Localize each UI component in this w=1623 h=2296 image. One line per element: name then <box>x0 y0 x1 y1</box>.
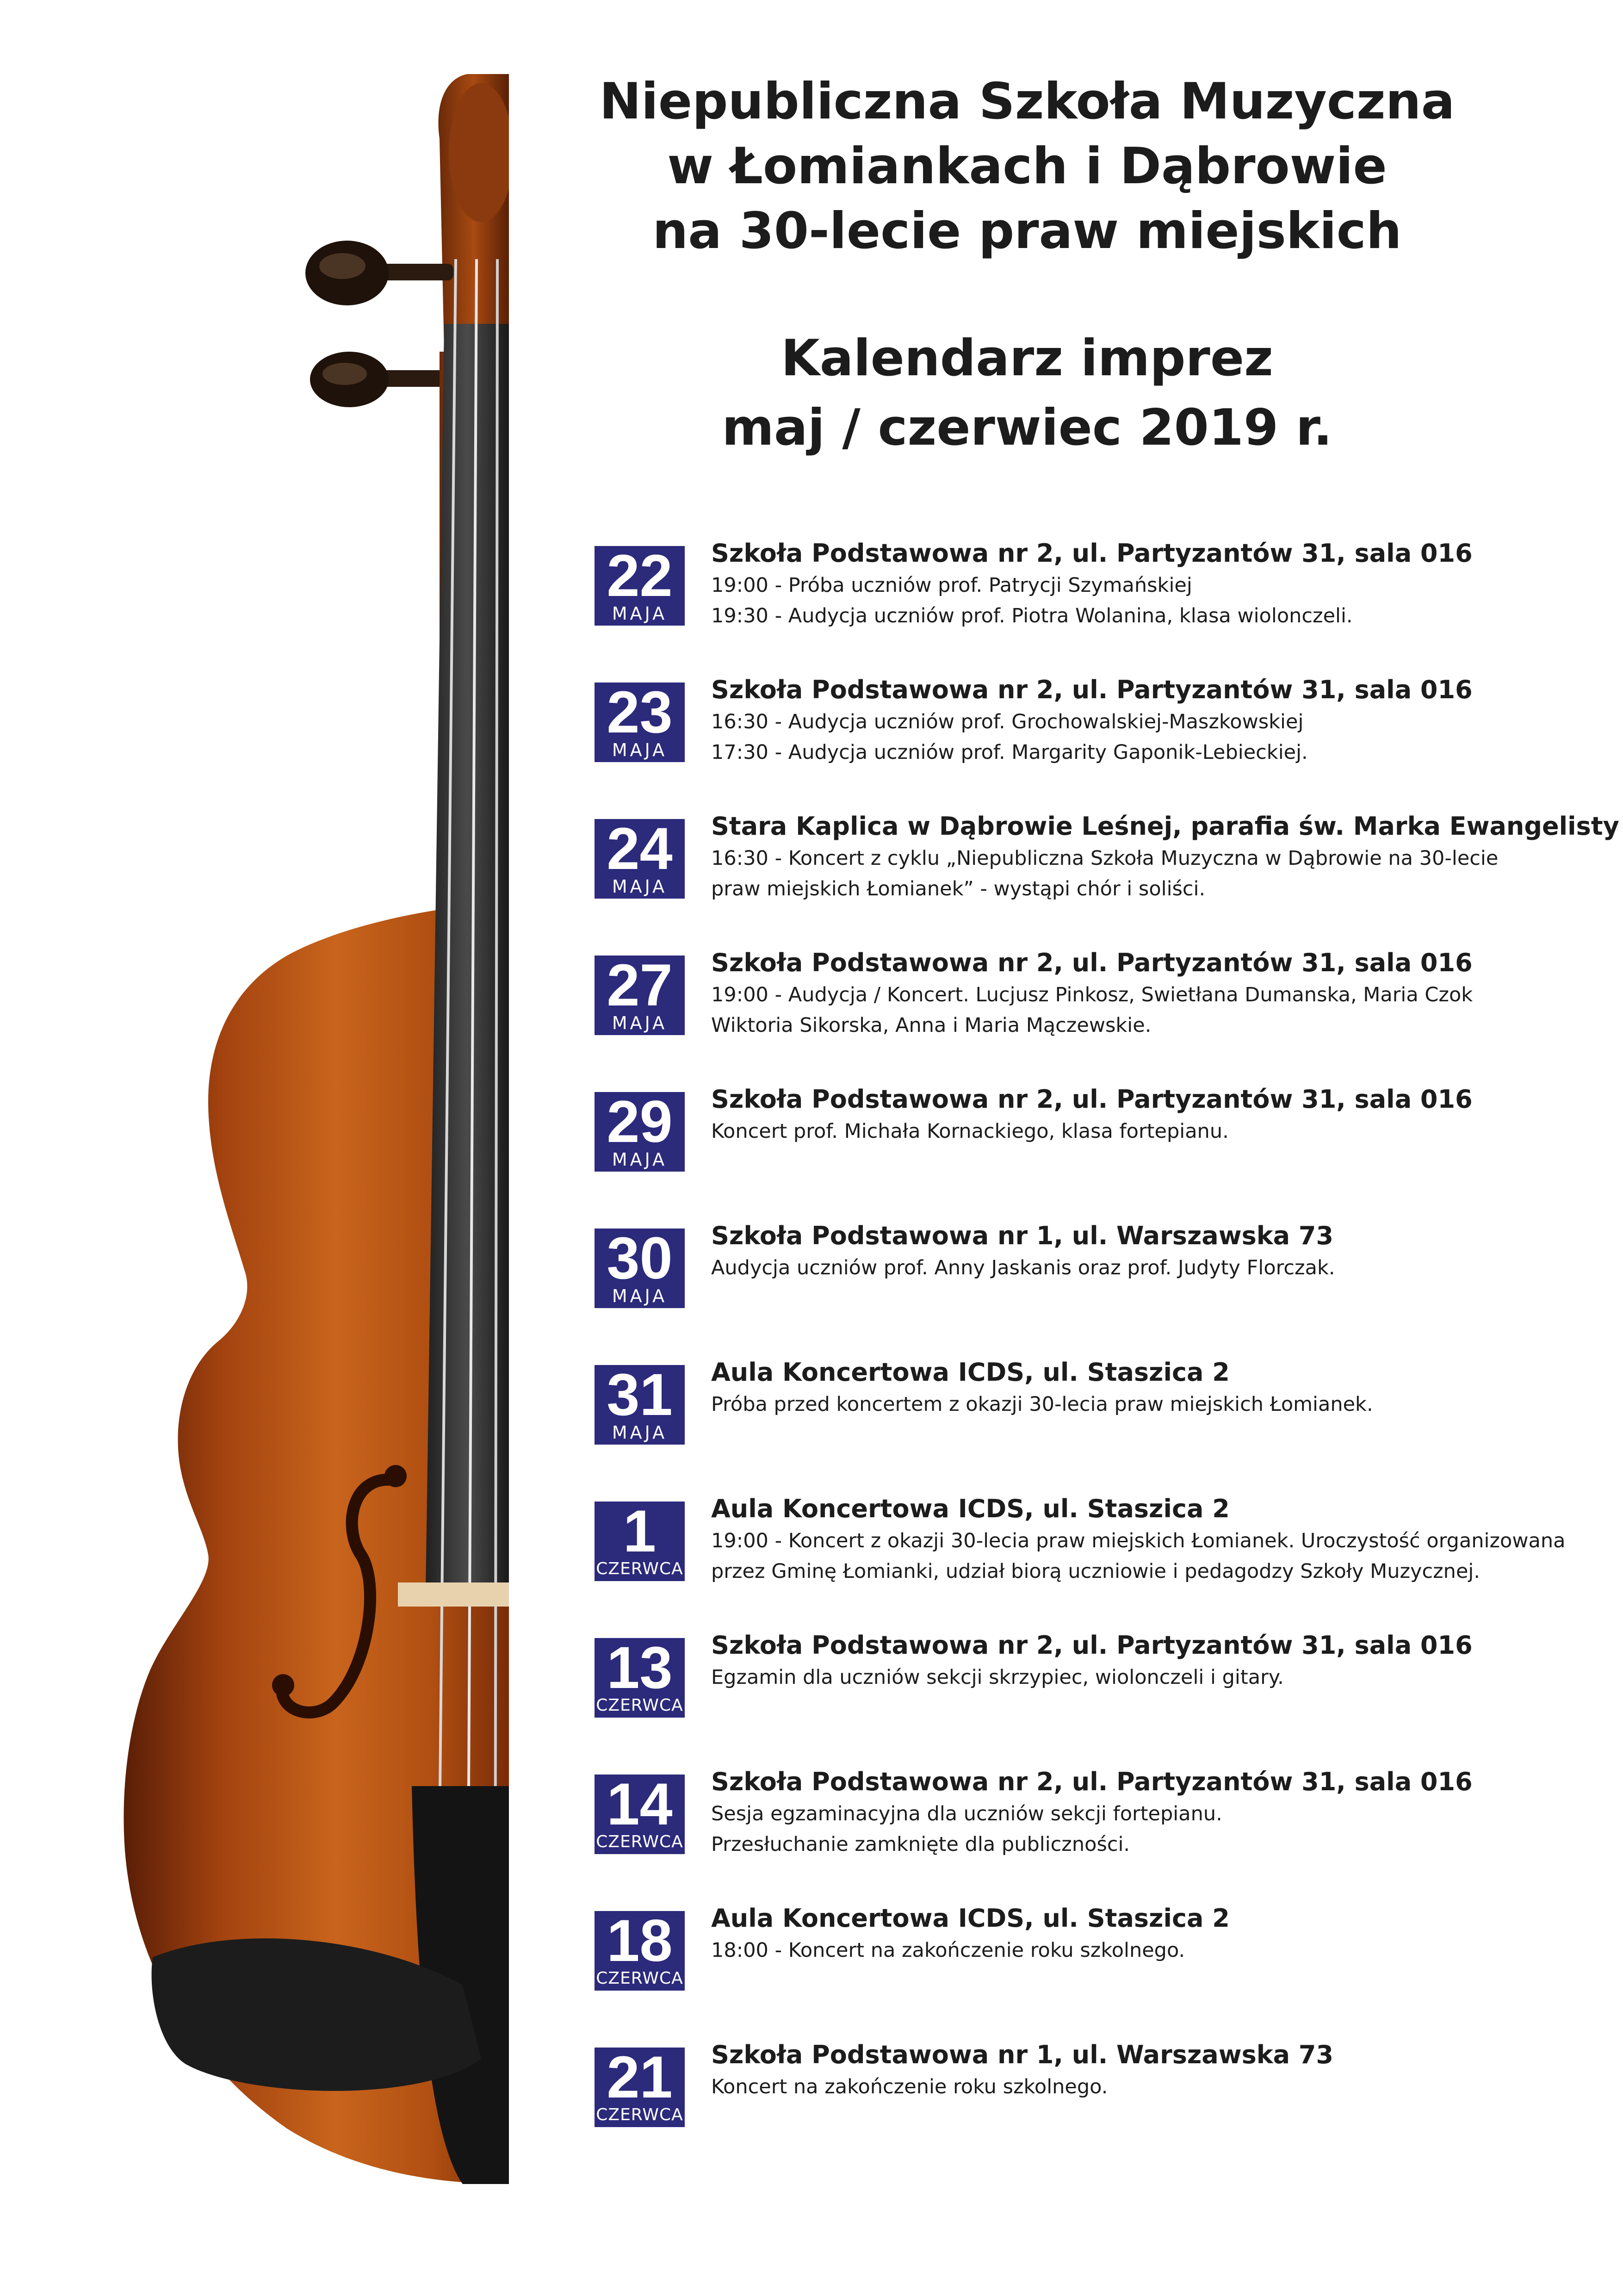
date-day: 24 <box>607 816 673 882</box>
date-badge <box>595 679 685 762</box>
event-venue: Szkoła Podstawowa nr 2, ul. Partyzantów 31, sala 016 <box>711 675 1473 704</box>
event-details <box>711 1492 1581 1587</box>
event-item <box>595 1765 1575 1886</box>
event-detail-line: 19:00 - Koncert z okazji 30-lecia praw miejskich Łomianek. Uroczystość organizowana <box>711 1529 1566 1552</box>
date-badge <box>595 816 685 899</box>
date-badge <box>595 1498 685 1581</box>
event-details <box>711 1083 1581 1147</box>
event-item <box>595 1902 1575 2022</box>
date-month: MAJA <box>612 876 668 897</box>
event-venue: Szkoła Podstawowa nr 2, ul. Partyzantów 31, sala 016 <box>711 948 1473 977</box>
event-detail-line: praw miejskich Łomianek” - wystąpi chór i soliści. <box>711 877 1206 900</box>
event-details <box>711 2038 1581 2102</box>
event-details <box>711 1902 1581 1966</box>
event-venue: Szkoła Podstawowa nr 2, ul. Partyzantów 31, sala 016 <box>711 1631 1473 1660</box>
title-line: w Łomiankach i Dąbrowie <box>667 137 1387 195</box>
date-badge <box>595 1635 685 1718</box>
date-day: 14 <box>607 1771 673 1837</box>
event-item <box>595 2038 1575 2159</box>
event-item <box>595 1356 1575 1476</box>
date-day: 30 <box>607 1225 673 1291</box>
date-day: 1 <box>623 1498 657 1564</box>
event-venue: Szkoła Podstawowa nr 1, ul. Warszawska 73 <box>711 2040 1334 2069</box>
event-venue: Szkoła Podstawowa nr 2, ul. Partyzantów 31, sala 016 <box>711 1767 1473 1796</box>
event-detail-line: 16:30 - Koncert z cyklu „Niepubliczna Szkoła Muzyczna w Dąbrowie na 30-lecie <box>711 847 1499 870</box>
date-month: CZERWCA <box>596 1832 683 1851</box>
event-detail-line: Koncert na zakończenie roku szkolnego. <box>711 2075 1108 2098</box>
page-title <box>574 69 1481 264</box>
event-detail-line: Koncert prof. Michała Kornackiego, klasa fortepianu. <box>711 1120 1229 1143</box>
date-badge <box>595 1089 685 1172</box>
event-venue: Aula Koncertowa ICDS, ul. Staszica 2 <box>711 1494 1230 1523</box>
event-item <box>595 1629 1575 1749</box>
event-item <box>595 810 1619 930</box>
event-item <box>595 1219 1575 1340</box>
date-month: MAJA <box>612 603 668 624</box>
date-day: 23 <box>607 679 673 745</box>
date-day: 13 <box>607 1635 673 1701</box>
event-details <box>711 537 1581 631</box>
event-venue: Szkoła Podstawowa nr 2, ul. Partyzantów 31, sala 016 <box>711 1085 1473 1114</box>
event-detail-line: 18:00 - Koncert na zakończenie roku szkolnego. <box>711 1939 1185 1962</box>
event-details <box>711 1219 1581 1283</box>
event-detail-line: przez Gminę Łomianki, udział biorą uczniowie i pedagodzy Szkoły Muzycznej. <box>711 1560 1481 1583</box>
event-details <box>711 810 1619 904</box>
event-venue: Aula Koncertowa ICDS, ul. Staszica 2 <box>711 1904 1230 1933</box>
date-month: MAJA <box>612 1149 668 1170</box>
date-month: CZERWCA <box>596 1969 683 1988</box>
date-day: 21 <box>607 2044 673 2110</box>
subtitle-line: maj / czerwiec 2019 r. <box>722 399 1332 457</box>
date-month: CZERWCA <box>596 2105 683 2124</box>
event-venue: Stara Kaplica w Dąbrowie Leśnej, parafia św. Marka Ewangelisty <box>711 812 1619 841</box>
event-detail-line: 19:30 - Audycja uczniów prof. Piotra Wolanina, klasa wiolonczeli. <box>711 604 1353 627</box>
title-line: na 30-lecie praw miejskich <box>652 202 1402 260</box>
event-details <box>711 1356 1581 1420</box>
date-day: 31 <box>607 1362 673 1428</box>
date-day: 22 <box>607 543 673 609</box>
event-detail-line: Audycja uczniów prof. Anny Jaskanis oraz prof. Judyty Florczak. <box>711 1256 1335 1279</box>
event-details <box>711 1765 1581 1860</box>
date-month: CZERWCA <box>596 1696 683 1715</box>
event-detail-line: Sesja egzaminacyjna dla uczniów sekcji fortepianu. <box>711 1802 1222 1825</box>
event-detail-line: 17:30 - Audycja uczniów prof. Margarity Gaponik-Lebieckiej. <box>711 741 1308 764</box>
event-detail-line: 19:00 - Próba uczniów prof. Patrycji Szymańskiej <box>711 574 1192 597</box>
event-venue: Szkoła Podstawowa nr 1, ul. Warszawska 73 <box>711 1221 1334 1250</box>
date-badge <box>595 1225 685 1308</box>
event-item <box>595 537 1575 657</box>
event-details <box>711 946 1581 1041</box>
date-day: 27 <box>607 952 673 1018</box>
date-month: CZERWCA <box>596 1559 683 1578</box>
date-month: MAJA <box>612 1286 668 1306</box>
event-detail-line: Próba przed koncertem z okazji 30-lecia praw miejskich Łomianek. <box>711 1393 1373 1416</box>
peg-icon <box>310 352 453 407</box>
date-badge <box>595 2044 685 2127</box>
date-month: MAJA <box>612 740 668 760</box>
event-item <box>595 1083 1575 1203</box>
subtitle-line: Kalendarz imprez <box>781 329 1273 387</box>
event-venue: Aula Koncertowa ICDS, ul. Staszica 2 <box>711 1358 1230 1387</box>
title-line: Niepubliczna Szkoła Muzyczna <box>599 73 1455 130</box>
peg-icon <box>305 241 453 305</box>
event-detail-line: Egzamin dla uczniów sekcji skrzypiec, wiolonczeli i gitary. <box>711 1666 1284 1689</box>
event-detail-line: Przesłuchanie zamknięte dla publiczności. <box>711 1833 1130 1856</box>
event-item <box>595 946 1575 1067</box>
event-item <box>595 673 1575 794</box>
date-badge <box>595 1771 685 1854</box>
date-badge <box>595 952 685 1035</box>
date-badge <box>595 1908 685 1991</box>
event-detail-line: 19:00 - Audycja / Koncert. Lucjusz Pinkosz, Swietłana Dumanska, Maria Czok <box>711 983 1473 1006</box>
event-details <box>711 1629 1581 1693</box>
date-day: 18 <box>607 1908 673 1974</box>
event-venue: Szkoła Podstawowa nr 2, ul. Partyzantów 31, sala 016 <box>711 539 1473 568</box>
page-subtitle <box>574 324 1481 463</box>
event-detail-line: 16:30 - Audycja uczniów prof. Grochowalskiej-Maszkowskiej <box>711 710 1304 733</box>
date-day: 29 <box>607 1089 673 1155</box>
event-details <box>711 673 1581 768</box>
date-badge <box>595 1362 685 1445</box>
event-item <box>595 1492 1575 1613</box>
date-badge <box>595 543 685 626</box>
event-detail-line: Wiktoria Sikorska, Anna i Maria Mączewskie. <box>711 1014 1152 1037</box>
date-month: MAJA <box>612 1013 668 1033</box>
date-month: MAJA <box>612 1422 668 1443</box>
violin-illustration <box>0 0 514 2296</box>
